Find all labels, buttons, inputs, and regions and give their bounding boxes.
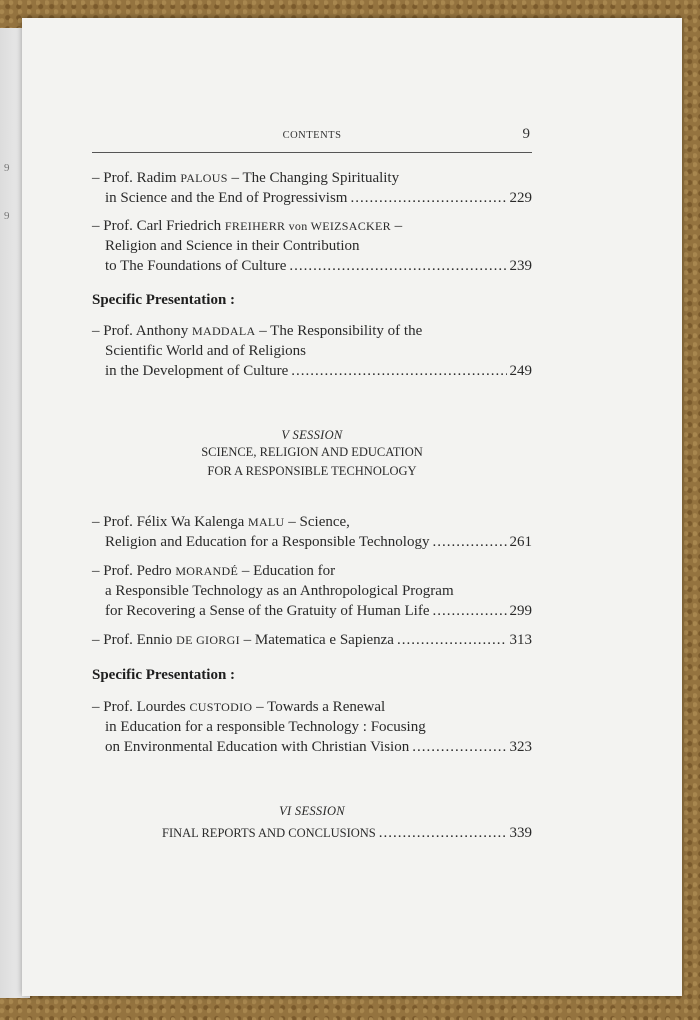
page-ref: 299 — [509, 603, 532, 619]
page-ref: 261 — [509, 534, 532, 550]
toc-entry-morande: – Prof. Pedro MORANDÉ – Education for a Responsible Technology as an Anthropological Program for Recovering a Sense of the Gratuity of Human Life ..... 299 — [92, 561, 532, 621]
left-page-mark: 9 — [4, 162, 10, 174]
page-ref: 239 — [509, 258, 532, 274]
page-ref: 323 — [509, 739, 532, 755]
header-page-number: 9 — [522, 126, 530, 142]
left-page-mark: 9 — [4, 210, 10, 222]
header-title: CONTENTS — [282, 130, 342, 141]
toc-entry-malu: – Prof. Félix Wa Kalenga MALU – Science, Religion and Education for a Responsible Technology ..... 261 — [92, 512, 532, 552]
author-name: MADDALA — [192, 324, 256, 338]
page-ref: 313 — [509, 632, 532, 648]
session-title: FINAL REPORTS AND CONCLUSIONS — [162, 826, 376, 840]
page-ref: 229 — [509, 190, 532, 206]
book-page — [22, 18, 682, 996]
specific-presentation-heading: Specific Presentation : — [92, 667, 236, 683]
session-number: VI SESSION — [279, 804, 345, 818]
page-ref: 249 — [509, 363, 532, 379]
author-name: MALU — [247, 515, 285, 529]
toc-entry-final-reports — [162, 823, 532, 843]
author-name: CUSTODIO — [189, 700, 253, 714]
running-header — [92, 126, 532, 153]
toc-entry-maddala: – Prof. Anthony MADDALA – The Responsibility of the Scientific World and of Religions in the Development of Culture ..... 249 — [92, 321, 532, 381]
author-name: DE GIORGI — [176, 633, 240, 647]
toc-entry-palous: – Prof. Radim PALOUS – The Changing Spirituality in Science and the End of Progressivism ..... 229 — [92, 168, 532, 208]
toc-entry-weizsacker: – Prof. Carl Friedrich FREIHERR von WEIZSACKER – Religion and Science in their Contribution to The Foundations of Culture ..... 239 — [92, 216, 532, 276]
author-name: MORANDÉ — [175, 564, 239, 578]
session-v-heading — [92, 428, 532, 481]
session-title: SCIENCE, RELIGION AND EDUCATION — [201, 445, 423, 459]
toc-entry-custodio: – Prof. Lourdes CUSTODIO – Towards a Renewal in Education for a responsible Technology : Focusing on Environmental Education with Christian Vision ..... 323 — [92, 697, 532, 757]
author-name: PALOUS — [180, 171, 228, 185]
session-vi-heading — [92, 804, 532, 819]
session-number: V SESSION — [281, 428, 343, 442]
specific-presentation-heading: Specific Presentation : — [92, 292, 236, 308]
page-ref: 339 — [509, 825, 532, 841]
toc-entry-de-giorgi: – Prof. Ennio DE GIORGI – Matematica e Sapienza ..... 313 — [92, 630, 532, 650]
session-title: FOR A RESPONSIBLE TECHNOLOGY — [207, 464, 417, 478]
author-name: FREIHERR von WEIZSACKER — [224, 219, 391, 233]
